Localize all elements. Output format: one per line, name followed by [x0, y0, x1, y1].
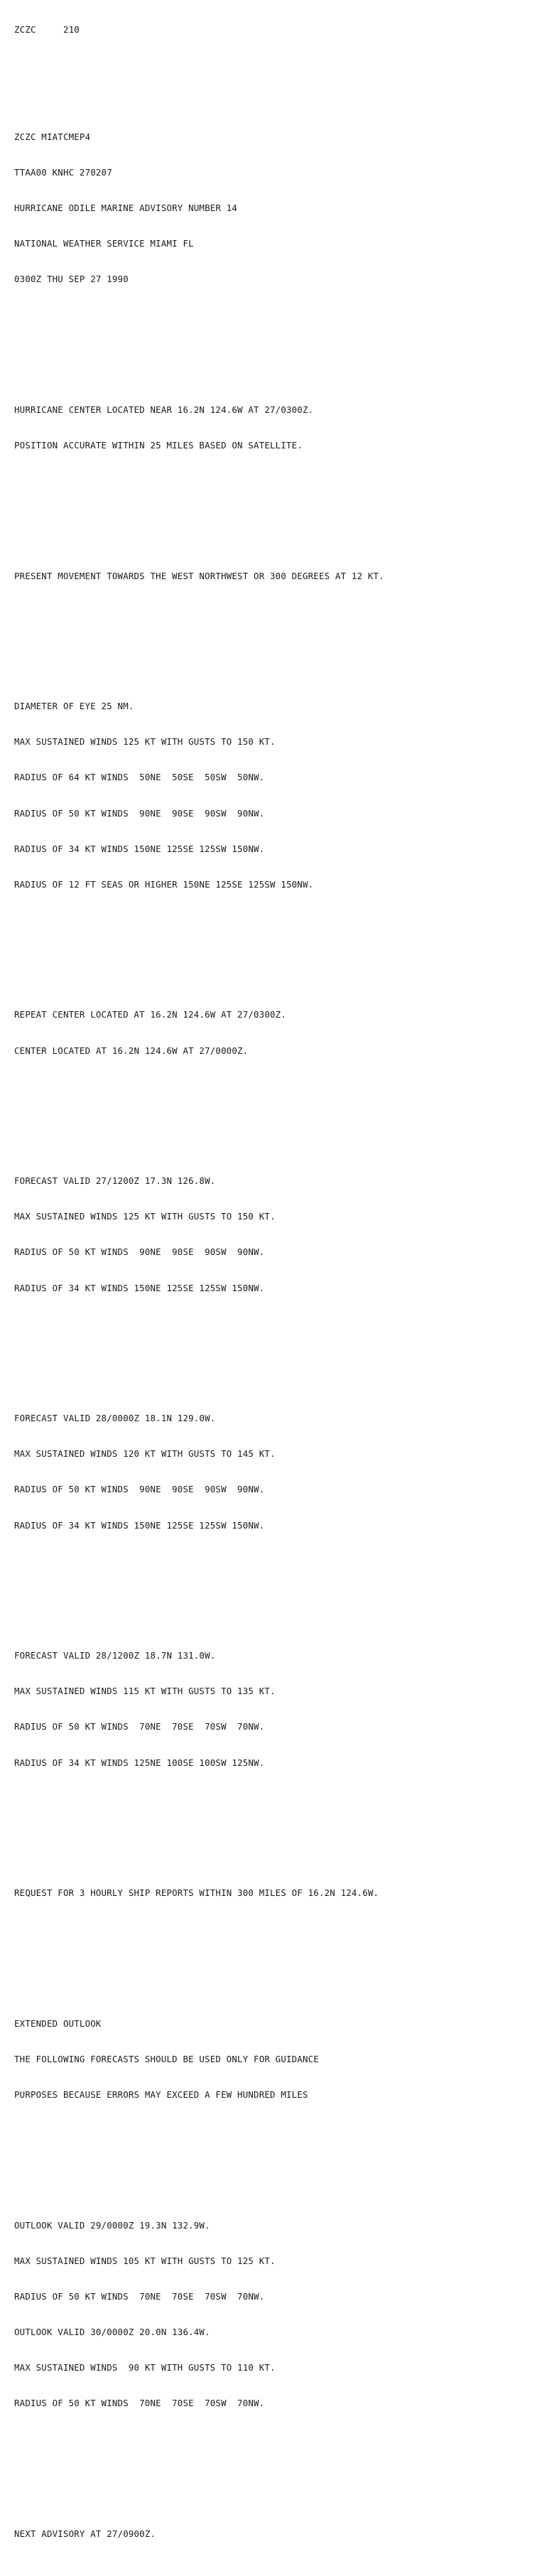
blank-line [14, 333, 536, 345]
extended-outlook-block [14, 1995, 536, 2125]
position-line: POSITION ACCURATE WITHIN 25 MILES BASED ON SATELLITE. [14, 439, 303, 451]
blank-line [14, 1104, 536, 1116]
extended-line: PURPOSES BECAUSE ERRORS MAY EXCEED A FEW HUNDRED MILES [14, 2089, 308, 2101]
current-line: DIAMETER OF EYE 25 NM. [14, 701, 134, 712]
advisory-issuer: NATIONAL WEATHER SERVICE MIAMI FL [14, 237, 194, 249]
outlook-line: RADIUS OF 50 KT WINDS 70NE 70SE 70SW 70NW. [14, 2290, 265, 2302]
forecast-line: RADIUS OF 50 KT WINDS 90NE 90SE 90SW 90NW. [14, 1484, 265, 1495]
movement-line: PRESENT MOVEMENT TOWARDS THE WEST NORTHWEST OR 300 DEGREES AT 12 KT. [14, 570, 384, 581]
forecast-line: MAX SUSTAINED WINDS 120 KT WITH GUSTS TO 145 KT. [14, 1448, 276, 1460]
outlook-line: OUTLOOK VALID 29/0000Z 19.3N 132.9W. [14, 2219, 210, 2231]
blank-line [14, 1947, 536, 1959]
current-line: RADIUS OF 12 FT SEAS OR HIGHER 150NE 125SE 125SW 150NW. [14, 878, 314, 890]
outlook-line: MAX SUSTAINED WINDS 105 KT WITH GUSTS TO 125 KT. [14, 2255, 276, 2266]
repeat-block [14, 986, 536, 1081]
advisory-line: TTAA00 KNHC 270207 [14, 166, 112, 178]
advisory-header-block [14, 107, 536, 309]
marine-advisory-document [14, 1, 536, 2576]
forecast-line: MAX SUSTAINED WINDS 125 KT WITH GUSTS TO 150 KT. [14, 1211, 276, 1222]
extended-line: THE FOLLOWING FORECASTS SHOULD BE USED ONLY FOR GUIDANCE [14, 2054, 319, 2064]
blank-line [14, 1579, 536, 1591]
forecast-line: FORECAST VALID 28/1200Z 18.7N 131.0W. [14, 1650, 216, 1661]
forecast-line: FORECAST VALID 27/1200Z 17.3N 126.8W. [14, 1175, 216, 1187]
forecast-line: RADIUS OF 50 KT WINDS 90NE 90SE 90SW 90NW. [14, 1246, 265, 1258]
blank-line [14, 499, 536, 511]
forecast-line: RADIUS OF 34 KT WINDS 125NE 100SE 100SW 125NW. [14, 1757, 265, 1768]
outlook-line: OUTLOOK VALID 30/0000Z 20.0N 136.4W. [14, 2327, 210, 2338]
forecast-block-2 [14, 1389, 536, 1556]
blank-line [14, 2149, 536, 2161]
next-advisory-block [14, 2505, 536, 2565]
outlook-block [14, 2196, 536, 2433]
forecast-line: FORECAST VALID 28/0000Z 18.1N 129.0W. [14, 1413, 216, 1424]
request-line: REQUEST FOR 3 HOURLY SHIP REPORTS WITHIN 300 MILES OF 16.2N 124.6W. [14, 1887, 379, 1899]
outlook-line: MAX SUSTAINED WINDS 90 KT WITH GUSTS TO 110 KT. [14, 2362, 276, 2373]
forecast-line: RADIUS OF 50 KT WINDS 70NE 70SE 70SW 70NW. [14, 1721, 265, 1732]
header-id-line: ZCZC 210 [14, 24, 80, 36]
blank-line [14, 60, 536, 72]
current-conditions-block [14, 677, 536, 915]
blank-line [14, 2457, 536, 2469]
current-line: RADIUS OF 64 KT WINDS 50NE 50SE 50SW 50NW. [14, 772, 265, 783]
forecast-block-1 [14, 1152, 536, 1318]
current-line: MAX SUSTAINED WINDS 125 KT WITH GUSTS TO 150 KT. [14, 736, 276, 748]
next-advisory-line: NEXT ADVISORY AT 27/0900Z. [14, 2528, 156, 2539]
blank-line [14, 938, 536, 950]
advisory-timestamp: 0300Z THU SEP 27 1990 [14, 274, 129, 285]
forecast-line: MAX SUSTAINED WINDS 115 KT WITH GUSTS TO 135 KT. [14, 1686, 276, 1697]
extended-line: EXTENDED OUTLOOK [14, 2017, 102, 2029]
forecast-line: RADIUS OF 34 KT WINDS 150NE 125SE 125SW 150NW. [14, 1519, 265, 1531]
repeat-line: REPEAT CENTER LOCATED AT 16.2N 124.6W AT 27/0300Z. [14, 1009, 286, 1020]
advisory-title: HURRICANE ODILE MARINE ADVISORY NUMBER 14 [14, 202, 238, 213]
blank-line [14, 630, 536, 642]
forecast-block-3 [14, 1627, 536, 1793]
outlook-line: RADIUS OF 50 KT WINDS 70NE 70SE 70SW 70NW. [14, 2398, 265, 2409]
request-block [14, 1864, 536, 1924]
forecast-line: RADIUS OF 34 KT WINDS 150NE 125SE 125SW 150NW. [14, 1282, 265, 1293]
position-line: HURRICANE CENTER LOCATED NEAR 16.2N 124.6W AT 27/0300Z. [14, 404, 314, 415]
movement-block [14, 546, 536, 606]
blank-line [14, 1816, 536, 1828]
blank-line [14, 1342, 536, 1354]
position-block [14, 380, 536, 475]
repeat-line: CENTER LOCATED AT 16.2N 124.6W AT 27/0000Z. [14, 1045, 249, 1056]
current-line: RADIUS OF 34 KT WINDS 150NE 125SE 125SW 150NW. [14, 843, 265, 854]
advisory-line: ZCZC MIATCMEP4 [14, 131, 91, 142]
current-line: RADIUS OF 50 KT WINDS 90NE 90SE 90SW 90NW. [14, 807, 265, 819]
